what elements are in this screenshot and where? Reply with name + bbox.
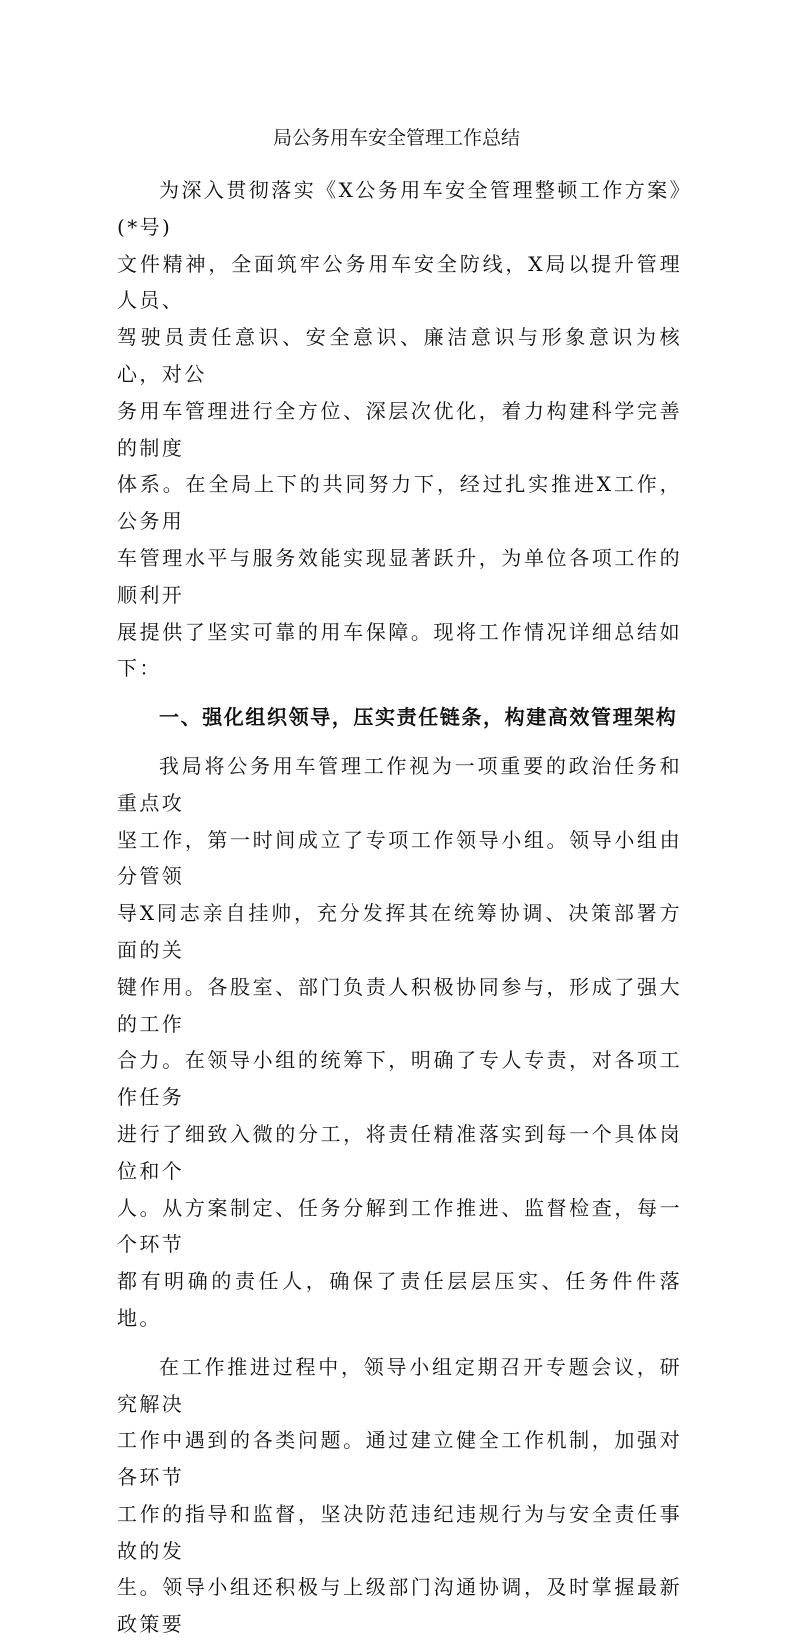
section-1-paragraph-1: 我局将公务用车管理工作视为一项重要的政治任务和重点攻 坚工作，第一时间成立了专项工作领导小组。领导小组由分管领 导X同志亲自挂帅，充分发挥其在统筹协调、决策部署方面的关 键作用。各股室、部门负责人积极协同参与，形成了强大的工作 合力。在领导小组的统筹下，明确了专人专责，对各项工作任务 进行了细致入微的分工，将责任精准落实到每一个具体岗位和个 人。从方案制定、任务分解到工作推进、监督检查，每一个环节 都有明确的责任人，确保了责任层层压实、任务件件落地。 <box>117 753 682 1330</box>
paragraph-gap <box>117 687 682 699</box>
section-1-paragraph-2: 在工作推进过程中，领导小组定期召开专题会议，研究解决 工作中遇到的各类问题。通过建立健全工作机制，加强对各环节 工作的指导和监督，坚决防范违纪违规行为与安全责任事故的发 生。领导小组还积极与上级部门沟通协调，及时掌握最新政策要 <box>117 1354 682 1637</box>
paragraph-gap <box>117 736 682 748</box>
paragraph-gap <box>117 1337 682 1349</box>
document-body <box>117 172 682 1643</box>
section-heading-1: 一、强化组织领导，压实责任链条，构建高效管理架构 <box>159 705 678 730</box>
document-title: 局公务用车安全管理工作总结 <box>272 127 520 149</box>
intro-paragraph: 为深入贯彻落实《X公务用车安全管理整顿工作方案》(*号) 文件精神，全面筑牢公务用车安全防线，X局以提升管理人员、 驾驶员责任意识、安全意识、廉洁意识与形象意识为核心，对公 务用车管理进行全方位、深层次优化，着力构建科学完善的制度 体系。在全局上下的共同努力下，经过扎实推进X工作，公务用 车管理水平与服务效能实现显著跃升，为单位各项工作的顺利开 展提供了坚实可靠的用车保障。现将工作情况详细总结如下： <box>117 178 682 681</box>
